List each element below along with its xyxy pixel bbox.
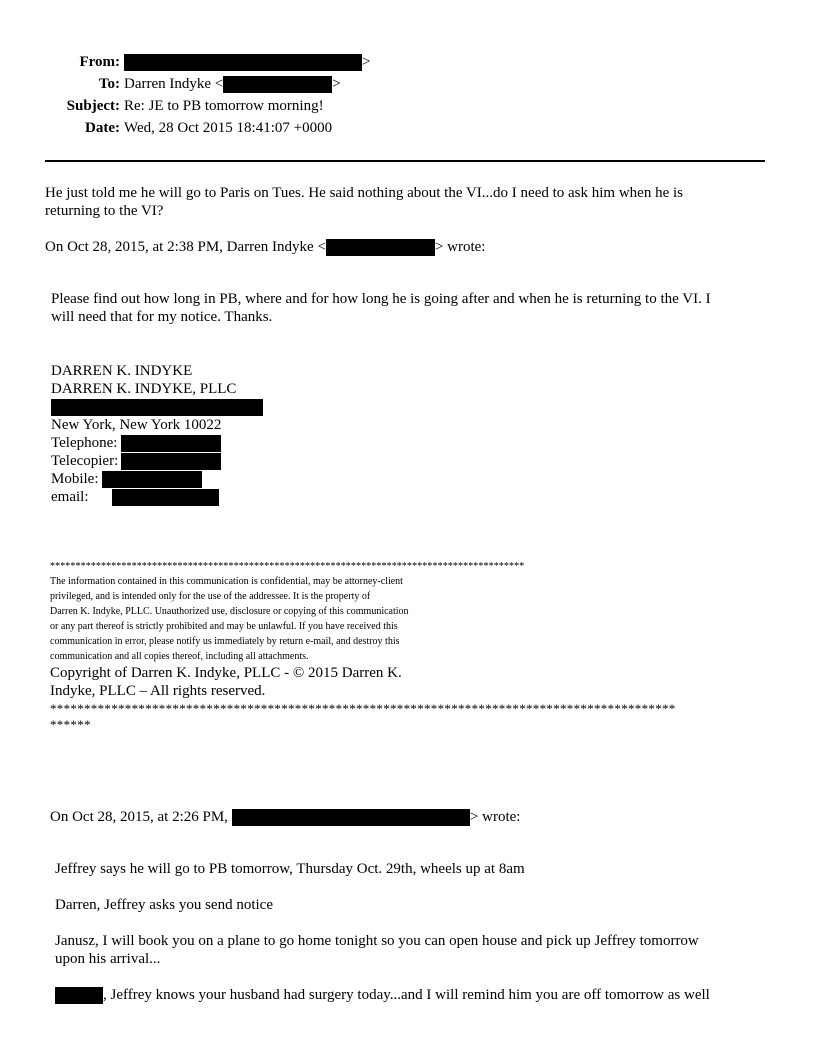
from-label: From: [79, 54, 120, 70]
signature-firm: DARREN K. INDYKE, PLLC [51, 381, 237, 397]
to-value: Darren Indyke < > [124, 76, 341, 92]
redacted-to-address [223, 76, 332, 93]
copyright-line-2: Indyke, PLLC – All rights reserved. [50, 683, 266, 699]
redacted-from-address [124, 54, 362, 71]
orig-msg-p1: Jeffrey says he will go to PB tomorrow, Thursday Oct. 29th, wheels up at 8am [55, 861, 525, 877]
disclaimer-line-5: communication in error, please notify us immediately by return e-mail, and destroy this [50, 636, 400, 647]
header-divider [45, 160, 765, 162]
orig-msg-p4: , Jeffrey knows your husband had surgery today...and I will remind him you are off tomorrow as well [55, 986, 710, 1004]
orig-msg-p3-line-1: Janusz, I will book you on a plane to go home tonight so you can open house and pick up Jeffrey tomorrow [55, 933, 699, 949]
from-value: > [124, 54, 370, 71]
disclaimer-line-1: The information contained in this communication is confidential, may be attorney-client [50, 576, 403, 587]
signature-telephone: Telephone: [51, 434, 221, 452]
darren-msg-line-1: Please find out how long in PB, where and for how long he is going after and when he is returning to the VI. I [51, 291, 711, 307]
signature-mobile: Mobile: [51, 470, 202, 488]
orig-msg-p3-line-2: upon his arrival... [55, 951, 161, 967]
body-line-2: returning to the VI? [45, 203, 164, 219]
subject-label: Subject: [66, 98, 120, 114]
quote-header-1: On Oct 28, 2015, at 2:38 PM, Darren Indyke < > wrote: [45, 239, 486, 255]
date-value: Wed, 28 Oct 2015 18:41:07 +0000 [124, 120, 333, 136]
signature-telecopier: Telecopier: [51, 452, 221, 470]
date-label: Date: [85, 120, 120, 136]
disclaimer-line-2: privileged, and is intended only for the use of the addressee. It is the property of [50, 591, 371, 602]
signature-email: email: [51, 488, 219, 506]
disclaimer-line-6: communication and all copies thereof, including all attachments. [50, 651, 309, 662]
disclaimer-stars-bottom: ******************************************************************************************** [50, 701, 676, 716]
copyright-line-1: Copyright of Darren K. Indyke, PLLC - © 2015 Darren K. [50, 665, 402, 681]
signature-name: DARREN K. INDYKE [51, 363, 193, 379]
redacted-telecopier [121, 453, 221, 470]
disclaimer-line-4: or any part thereof is strictly prohibited and may be unlawful. If you have received this [50, 621, 398, 632]
signature-city: New York, New York 10022 [51, 417, 222, 433]
to-label: To: [98, 76, 120, 92]
redacted-street-address [51, 398, 263, 416]
orig-msg-p2: Darren, Jeffrey asks you send notice [55, 897, 273, 913]
redacted-darren-email [326, 239, 435, 256]
disclaimer-line-3: Darren K. Indyke, PLLC. Unauthorized use, disclosure or copying of this communication [50, 606, 409, 617]
subject-value: Re: JE to PB tomorrow morning! [124, 98, 324, 114]
redacted-sender-2 [232, 809, 470, 826]
redacted-name [55, 987, 103, 1004]
quote-header-2: On Oct 28, 2015, at 2:26 PM, > wrote: [50, 809, 521, 825]
disclaimer-stars-tail: ****** [50, 717, 91, 732]
disclaimer-stars-top: ********************************************************************************************* [50, 561, 525, 572]
redacted-email [112, 489, 219, 506]
darren-msg-line-2: will need that for my notice. Thanks. [51, 309, 273, 325]
redacted-mobile [102, 471, 202, 488]
redacted-telephone [121, 435, 221, 452]
body-line-1: He just told me he will go to Paris on Tues. He said nothing about the VI...do I need to ask him when he is [45, 185, 683, 201]
